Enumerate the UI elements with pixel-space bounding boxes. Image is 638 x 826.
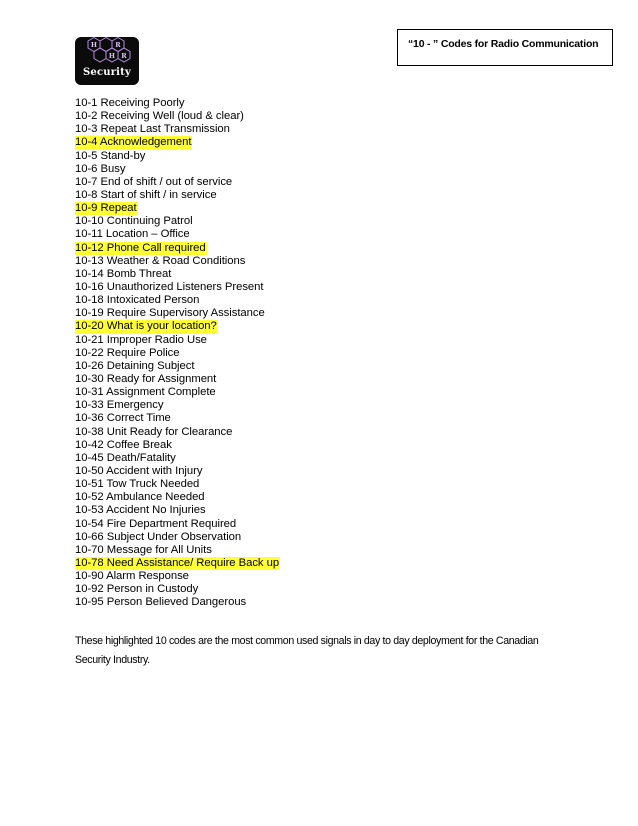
code-item [75,163,395,176]
code-item-text: 10-50 Accident with Injury [75,464,203,477]
logo-letter: H [90,41,98,49]
code-item [75,360,395,373]
code-item [75,215,395,228]
code-item-text: 10-53 Accident No Injuries [75,504,206,517]
document-title-box [397,29,613,66]
radio-code-list [75,97,395,609]
logo-text: Security [82,67,132,78]
code-item [75,491,395,504]
code-item-text: 10-22 Require Police [75,346,180,359]
code-item-text: 10-5 Stand-by [75,149,146,162]
code-item [75,150,395,163]
code-item-text: 10-38 Unit Ready for Clearance [75,425,233,438]
code-item-text: 10-33 Emergency [75,399,164,412]
code-item [75,110,395,123]
code-item [75,399,395,412]
code-item-text: 10-13 Weather & Road Conditions [75,254,246,267]
code-item [75,268,395,281]
code-item-text: 10-10 Continuing Patrol [75,215,193,228]
logo-letter: R [121,52,127,60]
footer-note: These highlighted 10 codes are the most common used signals in day to day deployment for the Canadian Security Industry. [75,635,539,666]
code-item [75,518,395,531]
highlighted-code-item [75,202,395,215]
code-item [75,583,395,596]
code-item-text: 10-20 What is your location? [75,320,217,333]
code-item-text: 10-70 Message for All Units [75,543,212,556]
code-item [75,426,395,439]
code-item [75,373,395,386]
code-item-text: 10-12 Phone Call required [75,241,206,254]
code-item [75,465,395,478]
code-item-text: 10-1 Receiving Poorly [75,97,185,109]
code-item [75,334,395,347]
code-item [75,412,395,425]
code-item [75,97,395,110]
code-item-text: 10-21 Improper Radio Use [75,333,207,346]
code-item-text: 10-30 Ready for Assignment [75,372,217,385]
company-logo [75,37,139,85]
code-item-text: 10-36 Correct Time [75,412,171,425]
code-item [75,294,395,307]
code-item-text: 10-2 Receiving Well (loud & clear) [75,110,244,123]
code-item-text: 10-95 Person Believed Dangerous [75,596,247,609]
code-item-text: 10-4 Acknowledgement [75,136,192,149]
code-item-text: 10-19 Require Supervisory Assistance [75,307,265,320]
code-item-text: 10-54 Fire Department Required [75,517,237,530]
highlighted-code-item [75,320,395,333]
code-item [75,281,395,294]
code-item [75,386,395,399]
code-item-text: 10-52 Ambulance Needed [75,491,205,504]
code-item-text: 10-90 Alarm Response [75,570,189,583]
code-item-text: 10-11 Location – Office [75,228,190,241]
code-item [75,123,395,136]
code-item-text: 10-7 End of shift / out of service [75,175,233,188]
code-item-text: 10-92 Person in Custody [75,583,199,596]
code-item-text: 10-45 Death/Fatality [75,451,176,464]
code-item-text: 10-31 Assignment Complete [75,386,216,399]
code-item-text: 10-9 Repeat [75,202,137,215]
code-item [75,255,395,268]
code-item-text: 10-42 Coffee Break [75,438,172,451]
code-item [75,531,395,544]
code-item [75,504,395,517]
logo-letter: R [115,41,121,49]
code-item [75,189,395,202]
code-item-text: 10-51 Tow Truck Needed [75,478,200,491]
code-item-text: 10-26 Detaining Subject [75,359,195,372]
code-item-text: 10-3 Repeat Last Transmission [75,123,230,136]
highlighted-code-item [75,242,395,255]
document-title: “10 - ” Codes for Radio Communication [408,38,599,50]
highlighted-code-item [75,557,395,570]
code-item-text: 10-66 Subject Under Observation [75,530,242,543]
code-item-text: 10-16 Unauthorized Listeners Present [75,280,264,293]
code-item [75,478,395,491]
code-item-text: 10-6 Busy [75,162,126,175]
code-item-text: 10-78 Need Assistance/ Require Back up [75,556,280,569]
highlighted-code-item [75,136,395,149]
code-item [75,452,395,465]
code-item-text: 10-14 Bomb Threat [75,267,172,280]
code-item [75,570,395,583]
code-item [75,176,395,189]
code-item [75,307,395,320]
logo-letter: H [108,52,116,60]
code-item [75,228,395,241]
code-item [75,596,395,609]
code-item [75,347,395,360]
code-item [75,544,395,557]
code-item [75,439,395,452]
code-item-text: 10-18 Intoxicated Person [75,294,200,307]
code-item-text: 10-8 Start of shift / in service [75,188,217,201]
